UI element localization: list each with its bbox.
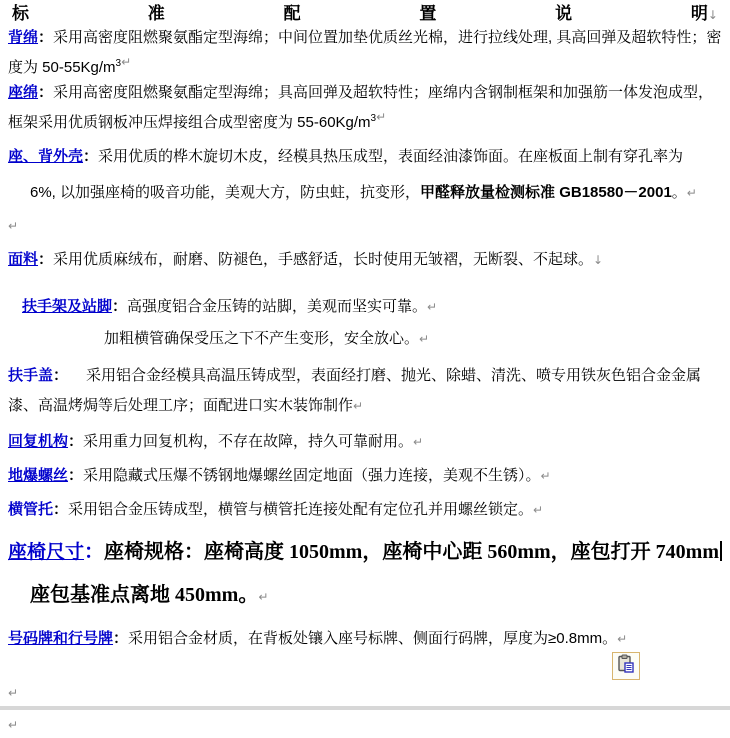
section-number-plates — [8, 626, 724, 652]
superscript: 3 — [370, 113, 377, 124]
label-separator: ： — [68, 467, 84, 484]
title-char: 配 — [283, 4, 301, 23]
paragraph-mark: ↵ — [121, 55, 132, 69]
section-text: 密度为 50-55Kg/m — [8, 29, 722, 76]
section-tube-bracket — [8, 497, 724, 523]
window-bottom-edge — [0, 706, 730, 710]
paragraph-mark: ↵ — [376, 110, 387, 124]
paste-clipboard-icon — [616, 654, 636, 678]
section-text: 框架采用优质钢板冲压焊接组合成型密度为 55-60Kg/m — [8, 114, 371, 131]
section-line — [8, 139, 724, 175]
section-text: 采用铝合金压铸成型，横管与横管托连接处配有定位孔并用螺丝锁定。 — [68, 501, 534, 518]
section-text: 6%, 以加强座椅的吸音功能，美观大方，防虫蛀，抗变形， — [30, 184, 421, 201]
paragraph-mark: ↵ — [258, 590, 269, 604]
section-label: 座、背外壳 — [8, 148, 84, 165]
empty-paragraph — [8, 680, 724, 706]
label-separator: ： — [68, 433, 84, 450]
title-char-with-mark — [691, 4, 718, 25]
title-char: 明 — [690, 4, 708, 23]
section-label: 横管托 — [8, 501, 54, 518]
section-floor-bolt — [8, 463, 724, 489]
section-text: 加粗横管确保受压之下不产生变形，安全放心。 — [104, 330, 420, 347]
empty-paragraph — [8, 211, 724, 241]
paragraph-mark: ↵ — [427, 300, 438, 314]
paragraph-mark: ↵ — [419, 332, 430, 346]
title-char: 说 — [555, 4, 573, 23]
label-separator: ： — [113, 630, 129, 647]
section-text: 采用重力回复机构，不存在故障，持久可靠耐用。 — [83, 433, 414, 450]
paragraph-mark: ↵ — [540, 469, 551, 483]
label-separator: ： — [38, 84, 54, 101]
section-text: 高强度铝合金压铸的站脚，美观而坚实可靠。 — [127, 298, 428, 315]
title-char: 准 — [147, 4, 165, 23]
spec-values: 座椅高度 1050mm，座椅中心距 560mm，座包打开 740mm — [204, 541, 719, 563]
superscript: 3 — [115, 58, 122, 69]
label-separator: ： — [38, 251, 54, 268]
section-text: 采用铝合金经模具高温压铸成型，表面经打磨、抛光、除蜡、清洗、喷专用铁灰色铝合金金属 — [86, 367, 702, 384]
standard-reference: 甲醛释放量检测标准 GB18580－2001 — [420, 184, 672, 201]
section-text: 采用优质的桦木旋切木皮，经模具热压成型，表面经油漆饰面。在座板面上制有穿孔率为 — [98, 148, 684, 165]
spec-lead: 座椅规格： — [104, 541, 205, 563]
spec-values: 座包基准点离地 450mm。 — [30, 584, 259, 606]
paragraph-mark: ↵ — [686, 186, 697, 200]
line-break-mark: ↓ — [707, 8, 718, 22]
paste-options-row — [8, 652, 724, 680]
label-separator: ： — [83, 148, 99, 165]
section-label: 背绵 — [8, 29, 39, 46]
section-line — [8, 574, 724, 618]
section-text: 采用高密度阻燃聚氨酯定型海绵；具高回弹及超软特性；座绵内含钢制框架和加强筋一体发泡成型， — [53, 84, 714, 101]
label-separator: ： — [112, 298, 128, 315]
empty-paragraph — [8, 712, 724, 738]
section-return-mechanism — [8, 429, 724, 455]
section-label: 扶手架及站脚 — [22, 298, 113, 315]
section-label: 面料 — [8, 251, 39, 268]
text-cursor — [720, 541, 722, 561]
label-separator: ： — [53, 501, 69, 518]
section-seat-foam — [8, 80, 724, 135]
section-line — [8, 175, 724, 211]
section-text: 采用隐藏式压爆不锈钢地爆螺丝固定地面（强力连接，美观不生锈）。 — [83, 467, 541, 484]
section-text: 采用优质麻绒布，耐磨、防褪色，手感舒适，长时使用无皱褶，无断裂、不起球。 — [53, 251, 594, 268]
paragraph-mark: ↵ — [533, 503, 544, 517]
section-label: 号码牌和行号牌 — [8, 630, 114, 647]
section-line — [22, 291, 724, 323]
line-break-mark: ↓ — [593, 253, 604, 267]
section-back-foam — [8, 25, 724, 80]
paragraph-mark: ↵ — [353, 399, 364, 413]
section-line — [22, 323, 724, 355]
label-separator: ： — [53, 367, 69, 384]
section-line — [8, 391, 724, 421]
section-fabric — [8, 245, 724, 275]
section-shell — [8, 139, 724, 211]
paragraph-mark: ↵ — [8, 686, 19, 700]
section-armrest-frame — [8, 291, 724, 355]
title-char: 标 — [12, 4, 29, 23]
section-text: 采用铝合金材质，在背板处镶入座号标牌、侧面行码牌，厚度为≥0.8mm。 — [128, 630, 618, 647]
section-label: 回复机构 — [8, 433, 69, 450]
section-label: 扶手盖 — [8, 367, 54, 384]
section-label: 地爆螺丝 — [8, 467, 69, 484]
label-separator: ： — [84, 541, 105, 563]
section-seat-dimensions — [8, 531, 724, 618]
title-char: 置 — [419, 4, 437, 23]
paragraph-mark: ↵ — [8, 219, 19, 233]
paragraph-mark: ↵ — [8, 718, 19, 732]
section-label: 座绵 — [8, 84, 39, 101]
section-label: 座椅尺寸 — [8, 542, 85, 563]
label-separator: ： — [38, 29, 54, 46]
section-text: 采用高密度阻燃聚氨酯定型海绵；中间位置加垫优质丝光棉，进行拉线处理, 具高回弹及超软特性； — [53, 29, 707, 46]
paragraph-mark: ↵ — [413, 435, 424, 449]
section-armrest-cover — [8, 361, 724, 421]
paragraph-mark: ↵ — [617, 632, 628, 646]
section-text: 漆、高温烤焗等后处理工序；面配进口实木装饰制作 — [8, 397, 354, 414]
section-line — [8, 531, 724, 574]
document-title — [8, 4, 724, 25]
paste-options-button[interactable] — [612, 652, 640, 680]
section-text: 。 — [671, 184, 687, 201]
section-line — [8, 361, 724, 391]
